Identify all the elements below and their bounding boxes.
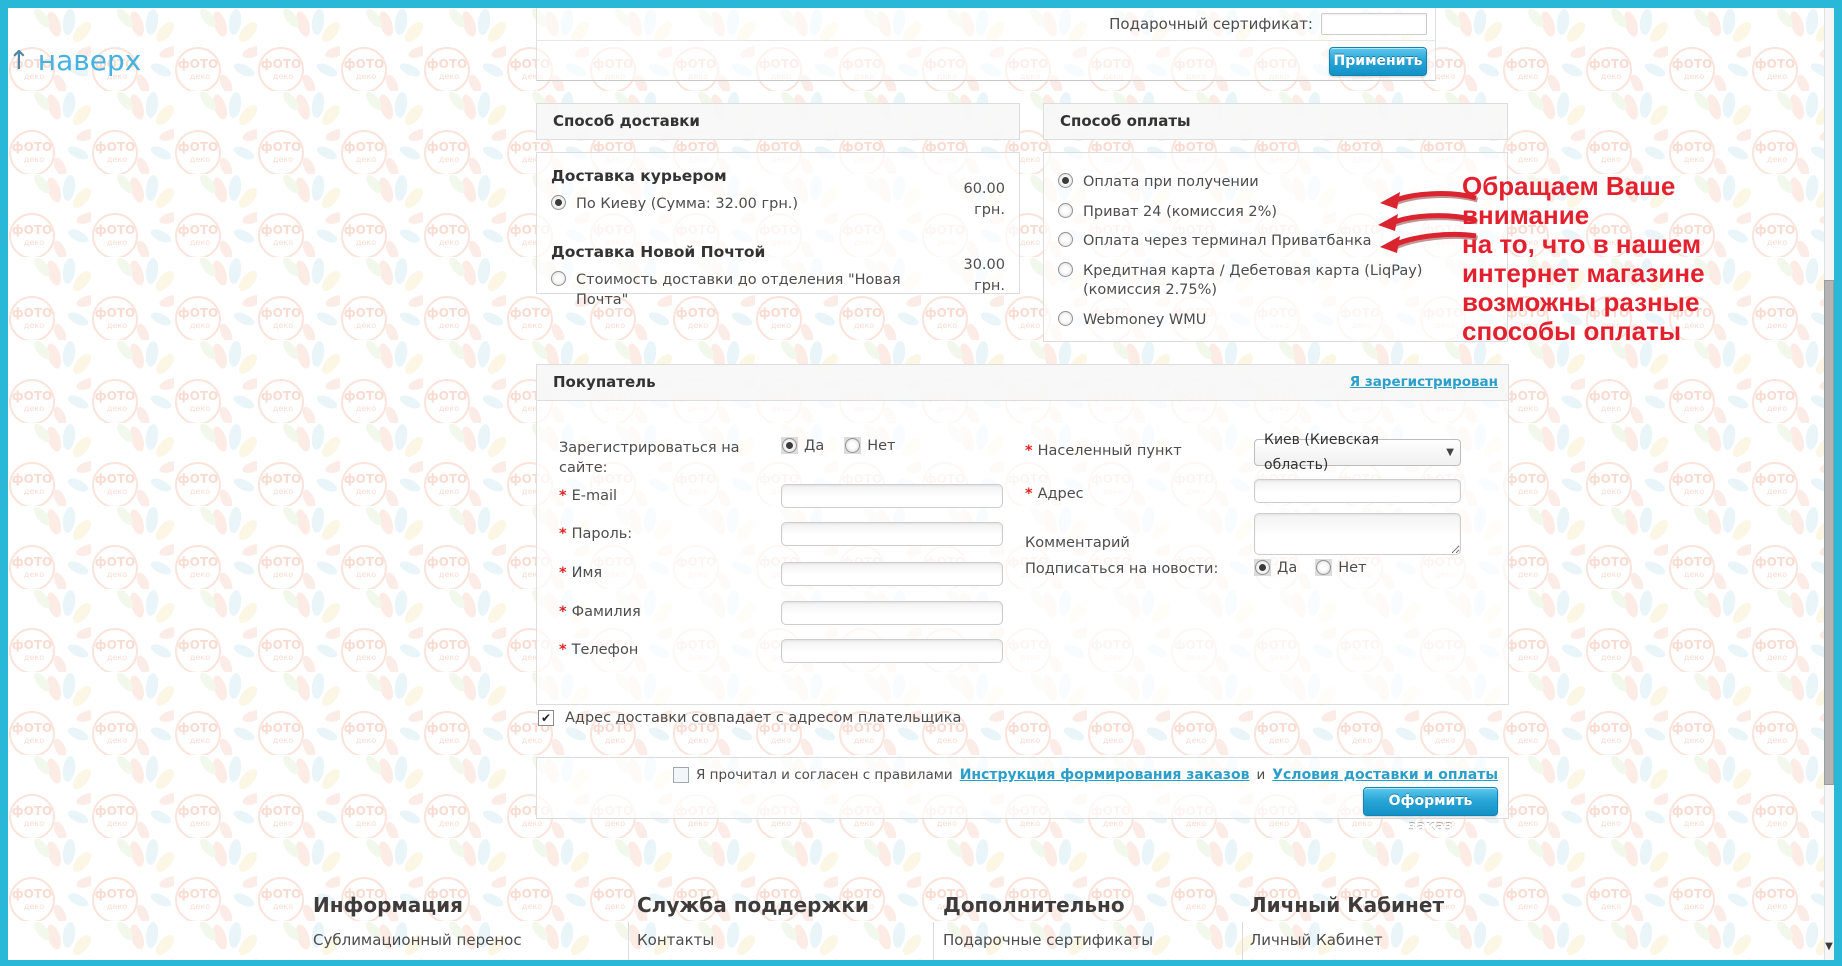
yes-label: Да (1277, 559, 1298, 576)
agreement-conjunction: и (1256, 767, 1266, 783)
agreement-panel (536, 757, 1509, 835)
payment-method-header: Способ оплаты (1043, 103, 1508, 140)
firstname-label: * Имя (559, 565, 603, 581)
subscribe-label: Подписаться на новости: (1025, 561, 1219, 577)
annotation-line: способы оплаты (1462, 316, 1682, 346)
password-field[interactable] (781, 522, 1003, 546)
footer-divider (628, 922, 629, 960)
city-select-value: Киев (Киевская область) (1264, 431, 1379, 473)
footer-link-gift-certificates[interactable]: Подарочные сертификаты (943, 931, 1154, 949)
payment-annotation (1462, 172, 1782, 346)
comment-field[interactable] (1254, 513, 1461, 555)
email-field[interactable] (781, 484, 1003, 508)
page-border-left (0, 0, 8, 966)
shipping-method-header: Способ доставки (536, 103, 1020, 140)
address-match-row[interactable] (538, 710, 961, 726)
page-border-top (0, 0, 1842, 8)
register-radio-group (781, 437, 896, 454)
phone-field[interactable] (781, 639, 1003, 663)
buyer-section-header (536, 364, 1509, 401)
payment-option[interactable] (1058, 311, 1493, 331)
back-to-top-link[interactable] (8, 46, 141, 76)
scrollbar-down-arrow[interactable]: ▼ (1825, 941, 1833, 952)
annotation-line: на то, что в нашем (1462, 229, 1702, 259)
novaposhta-group-heading: Доставка Новой Почтой (551, 243, 766, 262)
agreement-checkbox[interactable] (673, 767, 689, 783)
radio-register-yes[interactable] (781, 437, 798, 454)
shipping-option-label: По Киеву (Сумма: 32.00 грн.) (576, 196, 799, 212)
radio-shipping-kiev[interactable] (551, 195, 566, 210)
annotation-line: возможны разные (1462, 287, 1700, 317)
lastname-field[interactable] (781, 601, 1003, 625)
back-to-top-label: наверх (37, 44, 142, 77)
annotation-line: Обращаем Ваше (1462, 171, 1676, 201)
address-label: * Адрес (1025, 486, 1084, 502)
city-select[interactable] (1254, 431, 1461, 473)
footer-heading-extra: Дополнительно (943, 893, 1125, 917)
payment-option[interactable] (1058, 262, 1493, 301)
payment-option-label: Приват 24 (комиссия 2%) (1083, 203, 1278, 220)
radio-payment-webmoney[interactable] (1058, 311, 1073, 326)
shipping-option-kiev[interactable] (551, 181, 1005, 237)
subscribe-radio-group (1254, 559, 1367, 576)
shipping-price: 30.00 грн. (963, 257, 1005, 295)
no-label: Нет (867, 437, 896, 454)
address-field[interactable] (1254, 479, 1461, 503)
gift-certificate-label: Подарочный сертификат: (1109, 15, 1313, 33)
apply-button[interactable]: Применить (1329, 47, 1427, 76)
annotation-line: внимание (1462, 200, 1590, 230)
radio-register-no[interactable] (844, 437, 861, 454)
payment-option-label: Оплата через терминал Приватбанка (1083, 233, 1372, 250)
address-match-label: Адрес доставки совпадает с адресом плательщика (565, 710, 962, 726)
shipping-option-novaposhta[interactable] (551, 257, 1005, 313)
firstname-field[interactable] (781, 562, 1003, 586)
shipping-option-label: Стоимость доставки до отделения "Новая Почта" (576, 272, 901, 308)
page-border-right (1834, 0, 1842, 966)
shipping-price: 60.00 грн. (963, 181, 1005, 219)
address-match-checkbox[interactable]: ✔ (538, 710, 554, 726)
radio-payment-liqpay[interactable] (1058, 262, 1073, 277)
payment-option-label: Оплата при получении (1083, 174, 1259, 190)
gift-certificate-panel (536, 8, 1436, 81)
footer-divider (1242, 922, 1243, 960)
register-on-site-label: Зарегистрироваться на сайте: (559, 440, 740, 476)
phone-label: * Телефон (559, 642, 639, 658)
comment-label: Комментарий (1025, 535, 1130, 551)
radio-payment-cod[interactable] (1058, 173, 1073, 188)
buyer-title: Покупатель (553, 373, 656, 391)
agreement-text: Я прочитал и согласен с правилами (696, 767, 953, 783)
city-label: * Населенный пункт (1025, 443, 1182, 459)
no-label: Нет (1338, 559, 1367, 576)
up-arrow-icon: ↑ (8, 46, 30, 76)
footer-link-contacts[interactable]: Контакты (637, 931, 715, 949)
payment-option-label: Webmoney WMU (1083, 311, 1207, 328)
radio-shipping-novaposhta[interactable] (551, 271, 566, 286)
radio-payment-privat24[interactable] (1058, 203, 1073, 218)
radio-subscribe-no[interactable] (1315, 559, 1332, 576)
footer-heading-account: Личный Кабинет (1250, 893, 1445, 917)
radio-payment-terminal[interactable] (1058, 232, 1073, 247)
delivery-terms-link[interactable]: Условия доставки и оплаты (1272, 767, 1498, 783)
footer-link-sublimation[interactable]: Сублимационный перенос (313, 931, 522, 949)
courier-group-heading: Доставка курьером (551, 167, 727, 185)
registered-link[interactable]: Я зарегистрирован (1349, 374, 1498, 390)
scrollbar-thumb[interactable] (1824, 280, 1834, 785)
lastname-label: * Фамилия (559, 604, 641, 620)
yes-label: Да (804, 437, 825, 454)
buyer-form-panel (536, 400, 1509, 705)
footer-heading-support: Служба поддержки (637, 893, 869, 917)
chevron-down-icon: ▼ (1446, 447, 1454, 458)
gift-certificate-input[interactable] (1321, 13, 1427, 35)
orders-instruction-link[interactable]: Инструкция формирования заказов (959, 767, 1250, 783)
annotation-line: интернет магазине (1462, 258, 1705, 288)
shipping-method-panel (536, 152, 1020, 308)
payment-option-label: Кредитная карта / Дебетовая карта (LiqPay) (комиссия 2.75%) (1083, 262, 1423, 299)
page-border-bottom (0, 960, 1842, 966)
place-order-button[interactable]: Оформить заказ (1363, 787, 1498, 816)
radio-subscribe-yes[interactable] (1254, 559, 1271, 576)
footer-link-account[interactable]: Личный Кабинет (1250, 931, 1383, 949)
footer-heading-information: Информация (313, 893, 463, 917)
email-label: * E-mail (559, 488, 618, 504)
password-label: * Пароль: (559, 526, 633, 542)
footer-divider (933, 922, 934, 960)
